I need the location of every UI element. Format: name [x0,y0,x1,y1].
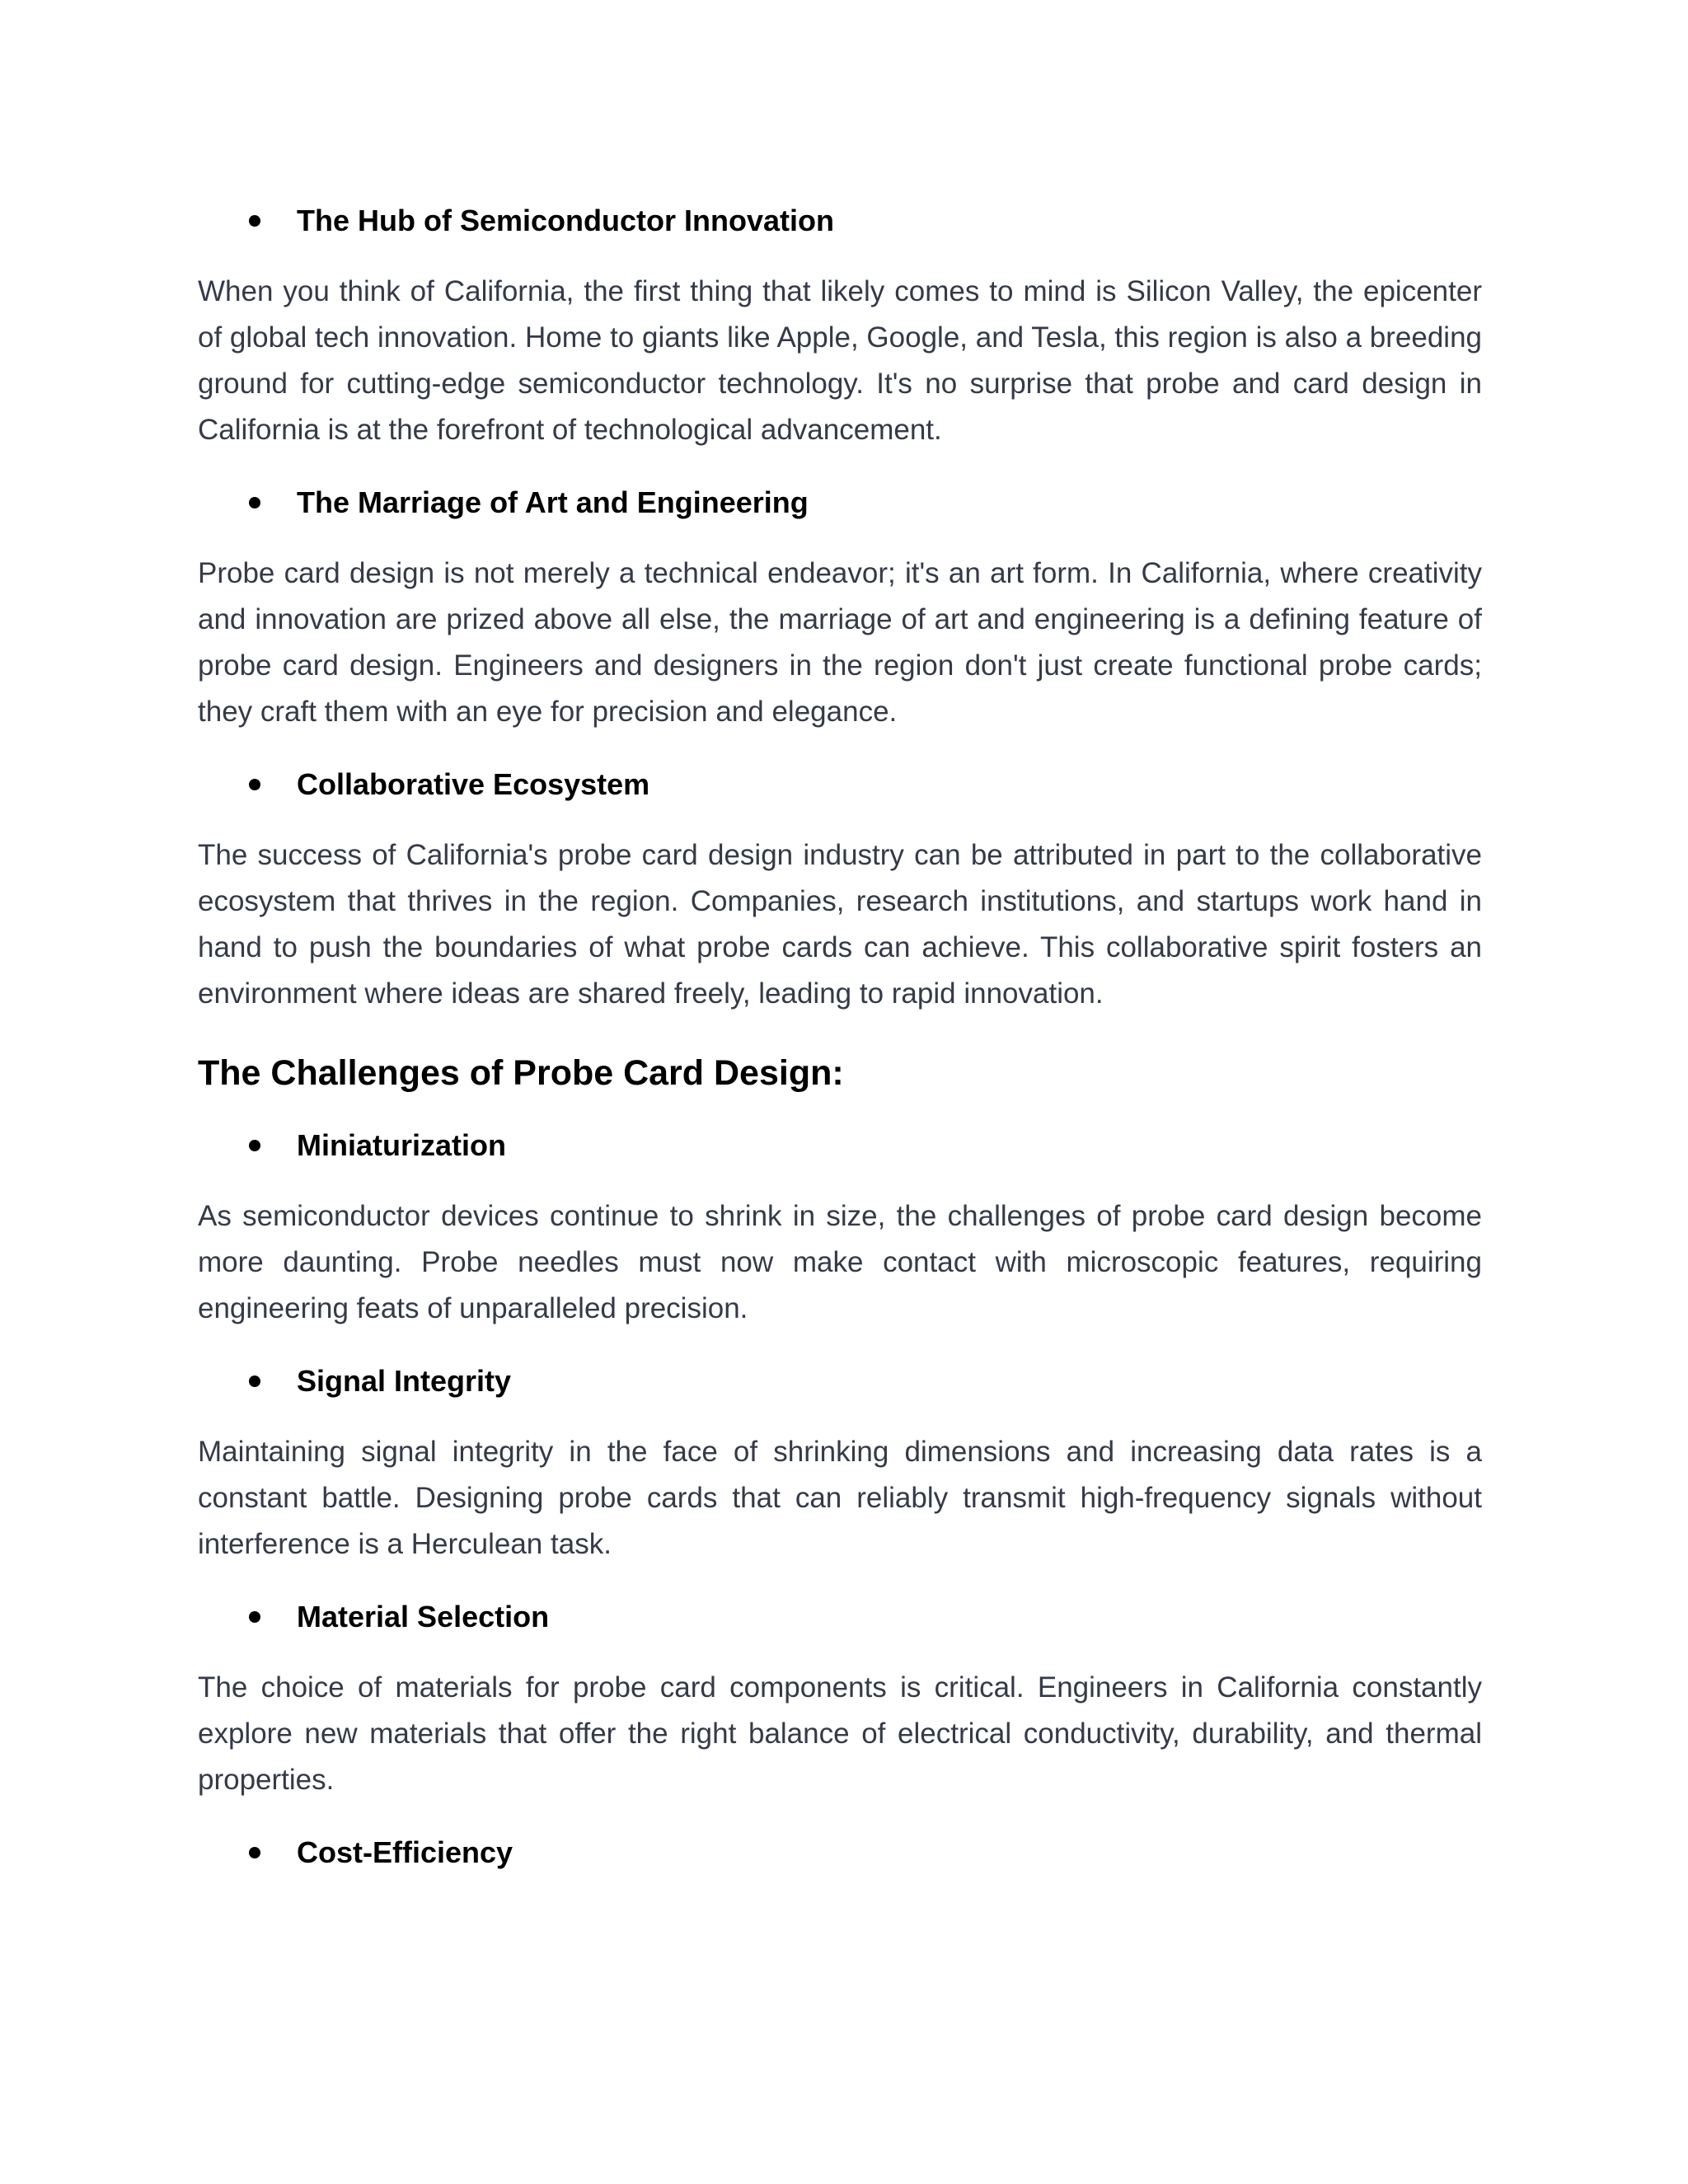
document-page [198,196,1482,1877]
paragraph-miniaturization: As semiconductor devices continue to shrink in size, the challenges of probe card design become more daunting. Probe needles must now make contact with microscopic features, requiring engineering feats of unparalleled precision. [198,1200,1482,1324]
bullet-dot-icon [249,1376,260,1387]
paragraph-hub: When you think of California, the first thing that likely comes to mind is Silicon Valley, the epicenter of global tech innovation. Home to giants like Apple, Google, and Tesla, this region is also a breeding ground for cutting-edge semiconductor technology. It's no surprise that probe and card design in California is at the forefront of technological advancement. [198,275,1482,446]
bullet-item-ecosystem [198,760,1482,809]
paragraph-marriage: Probe card design is not merely a technical endeavor; it's an art form. In California, where creativity and innovation are prized above all else, the marriage of art and engineering is a defining feature of probe card design. Engineers and designers in the region don't just create functional probe cards; they craft them with an eye for precision and elegance. [198,557,1482,728]
bullet-item-signal-integrity [198,1357,1482,1406]
bullet-dot-icon [249,1847,260,1858]
paragraph-ecosystem: The success of California's probe card design industry can be attributed in part to the collaborative ecosystem that thrives in the region. Companies, research institutions, and startups work hand in hand to push the boundaries of what probe cards can achieve. This collaborative spirit fosters an environment where ideas are shared freely, leading to rapid innovation. [198,839,1482,1010]
bullet-dot-icon [249,497,260,509]
section-heading: The Challenges of Probe Card Design: [198,1053,844,1093]
bullet-label: Collaborative Ecosystem [297,767,650,801]
bullet-item-marriage [198,478,1482,527]
bullet-label: The Hub of Semiconductor Innovation [297,204,834,237]
bullet-item-miniaturization [198,1121,1482,1170]
bullet-label: Cost-Efficiency [297,1835,513,1869]
paragraph-signal-integrity: Maintaining signal integrity in the face of shrinking dimensions and increasing data rates is a constant battle. Designing probe cards that can reliably transmit high-frequency signals without interference is a Herculean task. [198,1436,1482,1560]
bullet-item-hub [198,196,1482,246]
bullet-label: The Marriage of Art and Engineering [297,485,809,519]
bullet-label: Signal Integrity [297,1364,512,1398]
bullet-dot-icon [249,1611,260,1623]
bullet-label: Material Selection [297,1600,550,1633]
paragraph-material-selection: The choice of materials for probe card components is critical. Engineers in California constantly explore new materials that offer the right balance of electrical conductivity, durability, and thermal properties. [198,1671,1482,1796]
bullet-dot-icon [249,215,260,227]
bullet-dot-icon [249,1140,260,1151]
bullet-label: Miniaturization [297,1128,506,1162]
bullet-item-cost-efficiency [198,1828,1482,1877]
bullet-item-material-selection [198,1592,1482,1642]
bullet-dot-icon [249,779,260,790]
